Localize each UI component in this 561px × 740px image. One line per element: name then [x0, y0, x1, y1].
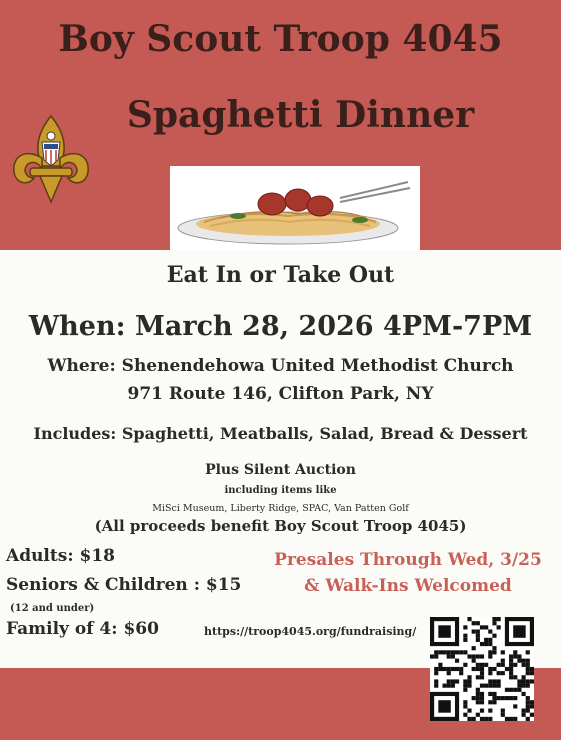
presales-line: Presales Through Wed, 3/25: [274, 550, 542, 570]
qr-code-icon[interactable]: [430, 617, 534, 721]
fundraising-link[interactable]: https://troop4045.org/fundraising/: [204, 625, 417, 638]
event-address: 971 Route 146, Clifton Park, NY: [127, 384, 434, 404]
menu-includes: Includes: Spaghetti, Meatballs, Salad, Bread & Dessert: [33, 424, 528, 443]
price-age-note: (12 and under): [10, 603, 95, 614]
auction-items: MiSci Museum, Liberty Ridge, SPAC, Van Patten Golf: [152, 503, 409, 514]
flyer-subtitle-title: Spaghetti Dinner: [126, 94, 475, 136]
fleur-de-lis-emblem-icon: [8, 114, 94, 206]
price-adults: Adults: $18: [6, 546, 115, 566]
eat-in-take-out: Eat In or Take Out: [166, 262, 395, 288]
silent-auction-title: Plus Silent Auction: [205, 462, 356, 478]
price-family: Family of 4: $60: [6, 619, 159, 639]
price-seniors-children: Seniors & Children : $15: [6, 575, 242, 595]
auction-including-label: including items like: [224, 485, 337, 496]
event-when: When: March 28, 2026 4PM-7PM: [28, 311, 533, 342]
spaghetti-plate-image: [170, 166, 420, 250]
event-where: Where: Shenendehowa United Methodist Church: [47, 356, 514, 376]
flyer-title: Boy Scout Troop 4045: [58, 18, 503, 60]
proceeds-note: (All proceeds benefit Boy Scout Troop 4045): [94, 517, 467, 535]
walk-ins-line: & Walk-Ins Welcomed: [304, 576, 512, 596]
